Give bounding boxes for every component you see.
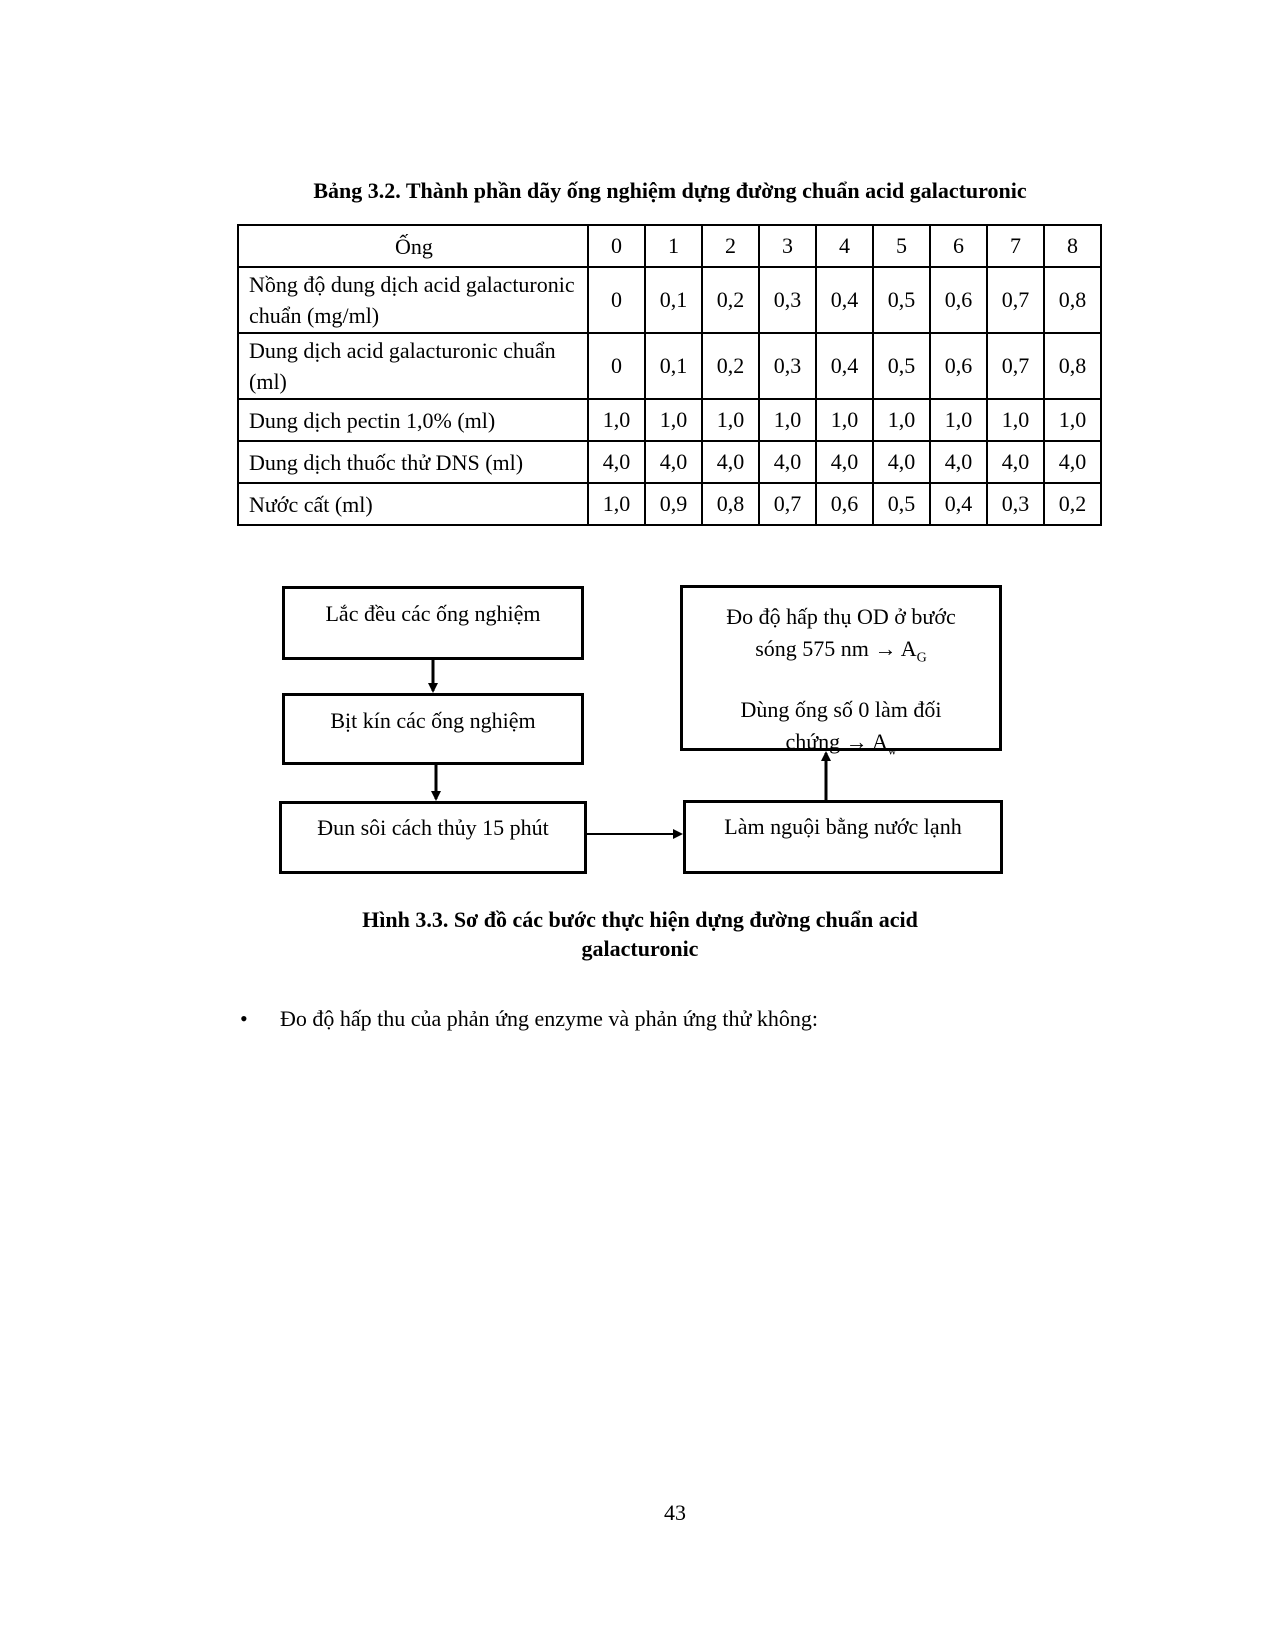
table-cell: 1,0 bbox=[702, 399, 759, 441]
arrow-right-icon: → bbox=[845, 729, 868, 755]
bullet-icon: • bbox=[240, 1006, 248, 1031]
table-cell: 0,7 bbox=[987, 267, 1044, 333]
table-cell: 4,0 bbox=[816, 441, 873, 483]
table-cell: 0,8 bbox=[702, 483, 759, 525]
table-cell: 0 bbox=[588, 333, 645, 399]
table-header-cell: 3 bbox=[759, 225, 816, 267]
table-cell: 0,3 bbox=[759, 333, 816, 399]
flow-step-cool-label: Làm nguội bằng nước lạnh bbox=[724, 814, 962, 839]
table-header-cell: 6 bbox=[930, 225, 987, 267]
absorbance-symbol: A bbox=[900, 636, 917, 661]
table-row-label: Nồng độ dung dịch acid galacturonic chuẩn (mg/ml) bbox=[238, 267, 588, 333]
table-cell: 0,9 bbox=[645, 483, 702, 525]
flow-step-measure-line1: Đo độ hấp thụ OD ở bước bbox=[726, 604, 956, 629]
table-cell: 4,0 bbox=[588, 441, 645, 483]
table-header-cell: 7 bbox=[987, 225, 1044, 267]
table-row-label: Nước cất (ml) bbox=[238, 483, 588, 525]
flow-step-measure-line3: Dùng ống số 0 làm đối bbox=[740, 697, 942, 723]
table-cell: 0,8 bbox=[1044, 333, 1101, 399]
table-cell: 4,0 bbox=[759, 441, 816, 483]
table-caption: Bảng 3.2. Thành phần dãy ống nghiệm dựng đường chuẩn acid galacturonic bbox=[313, 178, 1027, 203]
measure-wavelength-text: sóng 575 nm bbox=[755, 636, 869, 661]
table-cell: 0,7 bbox=[987, 333, 1044, 399]
control-text: chứng bbox=[785, 729, 841, 755]
figure-caption bbox=[300, 905, 980, 963]
table-cell: 1,0 bbox=[759, 399, 816, 441]
table-cell: 0,1 bbox=[645, 333, 702, 399]
table-cell: 4,0 bbox=[1044, 441, 1101, 483]
table-cell: 1,0 bbox=[987, 399, 1044, 441]
table-cell: 4,0 bbox=[987, 441, 1044, 483]
table-cell: 1,0 bbox=[645, 399, 702, 441]
table-row-label: Dung dịch pectin 1,0% (ml) bbox=[238, 399, 588, 441]
table-cell: 0,4 bbox=[816, 333, 873, 399]
table-header-cell: 8 bbox=[1044, 225, 1101, 267]
table-header-cell: 2 bbox=[702, 225, 759, 267]
arrow-right-icon: → bbox=[874, 636, 897, 661]
table-cell: 0,7 bbox=[759, 483, 816, 525]
table-cell: 0,5 bbox=[873, 483, 930, 525]
table-cell: 4,0 bbox=[702, 441, 759, 483]
table-cell: 0,2 bbox=[702, 333, 759, 399]
table-cell: 0,2 bbox=[702, 267, 759, 333]
absorbance-subscript: G bbox=[916, 650, 927, 666]
table-cell: 0,2 bbox=[1044, 483, 1101, 525]
table-header-cell: 4 bbox=[816, 225, 873, 267]
flow-step-boil-label: Đun sôi cách thủy 15 phút bbox=[317, 815, 549, 840]
table-cell: 0,5 bbox=[873, 333, 930, 399]
table-cell: 0,8 bbox=[1044, 267, 1101, 333]
figure-caption-line2: galacturonic bbox=[581, 936, 699, 961]
table-cell: 0,6 bbox=[930, 267, 987, 333]
table-cell: 4,0 bbox=[645, 441, 702, 483]
control-absorbance-subscript: w bbox=[887, 743, 897, 758]
table-cell: 0,4 bbox=[930, 483, 987, 525]
table-cell: 4,0 bbox=[930, 441, 987, 483]
table-row-label: Dung dịch acid galacturonic chuẩn (ml) bbox=[238, 333, 588, 399]
table-header-cell: 1 bbox=[645, 225, 702, 267]
table-cell: 0,6 bbox=[930, 333, 987, 399]
table-cell: 1,0 bbox=[1044, 399, 1101, 441]
table-header-cell: 5 bbox=[873, 225, 930, 267]
table-cell: 1,0 bbox=[930, 399, 987, 441]
table-header-label: Ống bbox=[238, 225, 588, 267]
table-cell: 0,6 bbox=[816, 483, 873, 525]
table-cell: 1,0 bbox=[816, 399, 873, 441]
table-row-label: Dung dịch thuốc thử DNS (ml) bbox=[238, 441, 588, 483]
table-cell: 0,1 bbox=[645, 267, 702, 333]
table-cell: 0,4 bbox=[816, 267, 873, 333]
control-absorbance-symbol: A bbox=[871, 729, 888, 755]
table-header-cell: 0 bbox=[588, 225, 645, 267]
table-cell: 0,3 bbox=[759, 267, 816, 333]
table-cell: 4,0 bbox=[873, 441, 930, 483]
table-cell: 0 bbox=[588, 267, 645, 333]
table-cell: 1,0 bbox=[588, 399, 645, 441]
flow-step-seal-label: Bịt kín các ống nghiệm bbox=[330, 708, 536, 733]
page-number: 43 bbox=[664, 1500, 686, 1525]
table-cell: 1,0 bbox=[873, 399, 930, 441]
figure-caption-line1: Hình 3.3. Sơ đồ các bước thực hiện dựng đường chuẩn acid bbox=[362, 907, 918, 932]
table-cell: 0,3 bbox=[987, 483, 1044, 525]
flow-step-shake-label: Lắc đều các ống nghiệm bbox=[325, 601, 541, 626]
table-cell: 1,0 bbox=[588, 483, 645, 525]
bullet-text: Đo độ hấp thu của phản ứng enzyme và phản ứng thử không: bbox=[280, 1006, 818, 1031]
table-cell: 0,5 bbox=[873, 267, 930, 333]
